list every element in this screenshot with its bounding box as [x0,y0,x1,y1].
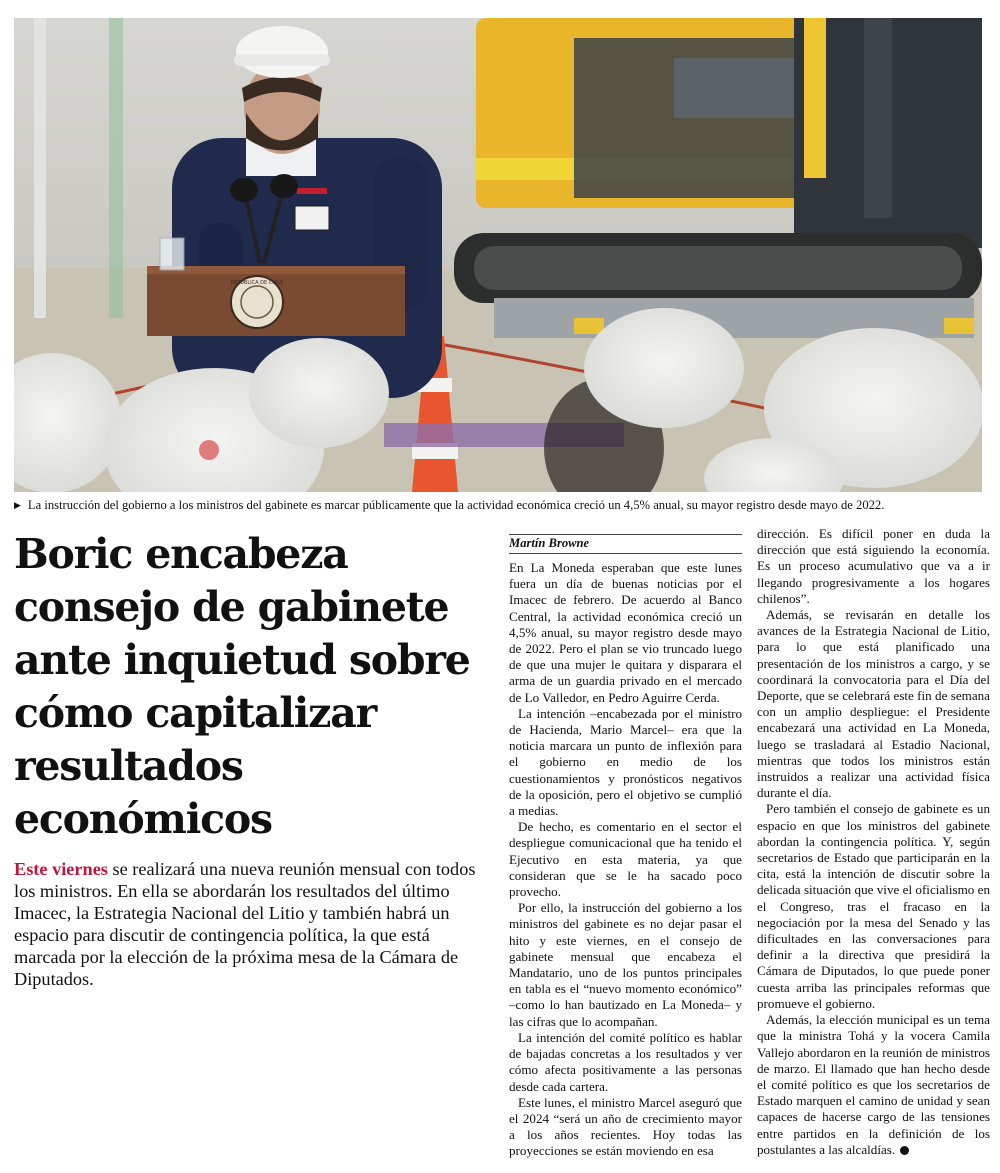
paragraph: La intención del comité político es hablar de bajadas concretas a los resultados y ver cómo afecta positivamente a las personas desde cada cartera. [509,1029,742,1094]
paragraph: De hecho, es comentario en el sector el despliegue comunicacional que ha tenido el Ejecutivo en esta materia, ya que consideran que se le ha sacado poco provecho. [509,819,742,900]
excavator [454,18,982,338]
paragraph-text: Además, la elección municipal es un tema que la ministra Tohá y la vocera Camila Vallejo abordaron en la reunión de ministros de marzo. El llamado que han hecho desde el comité político es que los secretarios de Estado marquen el camino de unidad y sean capaces de hacerse cargo de las tensiones entre partidos en la definición de los postulantes a las alcaldías. [757,1012,990,1157]
photo-illustration [14,18,982,492]
paragraph: Además, se revisarán en detalle los avances de la Estrategia Nacional de Litio, para lo que está planificado una presentación de los ministros a cargo, y se coordinará la convocatoria para el Día del Deporte, que se celebrará este fin de semana con un amplio despliegue: el Presidente encabezará una actividad en La Moneda, luego se trasladará al Estadio Nacional, mientras que todos los ministros están instruidos a realizar una actividad física durante el día. [757,607,990,801]
paragraph: Este lunes, el ministro Marcel aseguró que el 2024 “será un año de crecimiento mayor a los años recientes. Hoy todas las proyecciones se están moviendo en esa [509,1094,742,1159]
article-headline: Boric encabeza consejo de gabinete ante inquietud sobre cómo capitalizar resultados económicos [14,530,470,843]
paragraph: La intención –encabezada por el ministro de Hacienda, Mario Marcel– era que la noticia marcara un punto de inflexión para el gobierno en medio de los cuestionamientos y pronósticos negativos de la oposición, pero el objetivo se cumplió a medias. [509,705,742,819]
caption-text: La instrucción del gobierno a los ministros del gabinete es marcar públicamente que la actividad económica creció un 4,5% anual, su mayor registro desde mayo de 2022. [27,498,885,512]
podium-seal-text: REPÚBLICA DE CHILE [230,280,284,286]
last-paragraph [757,1012,990,1158]
body-column-1 [509,534,742,1160]
photo-caption [14,497,982,513]
body-column-2 [757,526,990,1158]
article-lead [14,858,494,991]
green-pole [109,18,123,318]
lead-text: se realizará una nueva reunión mensual con todos los ministros. En ella se abordarán los resultados del último Imacec, la Estrategia Nacional del Litio y también habrá un espacio para discutir de contingencia política, la que está marcada por la elección de la próxima mesa de la Cámara de Diputados. [14,859,476,990]
caption-triangle-icon: ▶ [14,500,21,510]
end-mark-icon [900,1146,909,1155]
paragraph: En La Moneda esperaban que este lunes fuera un día de buenas noticias por el Imacec de febrero. De acuerdo al Banco Central, la actividad económica creció un 4,5% anual, su mayor registro desde mayo de 2022. Pero el plan se vio truncado luego de que una mujer le quitara y disparara el arma de un guardia privado en el mercado de Lo Valledor, en Pedro Aguirre Cerda. [509,560,742,705]
paragraph: dirección. Es difícil poner en duda la dirección que está siguiendo la economía. Es un proceso acumulativo que va a ir llegando progresivamente a los hogares chilenos”. [757,526,990,606]
pillar [34,18,46,318]
byline: Martín Browne [509,534,742,554]
lead-kicker: Este viernes [14,859,108,879]
article-photo [14,18,982,492]
paragraph: Por ello, la instrucción del gobierno a los ministros del gabinete es no dejar pasar el hito y este viernes, en el consejo de gabinete mensual que encabeza el Mandatario, uno de los puntos principales en tabla es el “nuevo momento económico” –como lo han bautizado en La Moneda– y las cifras que lo acompañan. [509,900,742,1029]
paragraph: Pero también el consejo de gabinete es un espacio en que los ministros del gabinete abordan la contingencia política. Y, según secretarios de Estado que participarán en la cita, está la intención de discutir sobre la delicada situación que vive el oficialismo en el Congreso, tras el fracaso en la negociación por la mesa del Senado y las dificultades en las conversaciones para definir a la directiva que presidirá la Cámara de Diputados, lo que puede poner cuesta arriba las principales reformas que promueve el gobierno. [757,801,990,1011]
